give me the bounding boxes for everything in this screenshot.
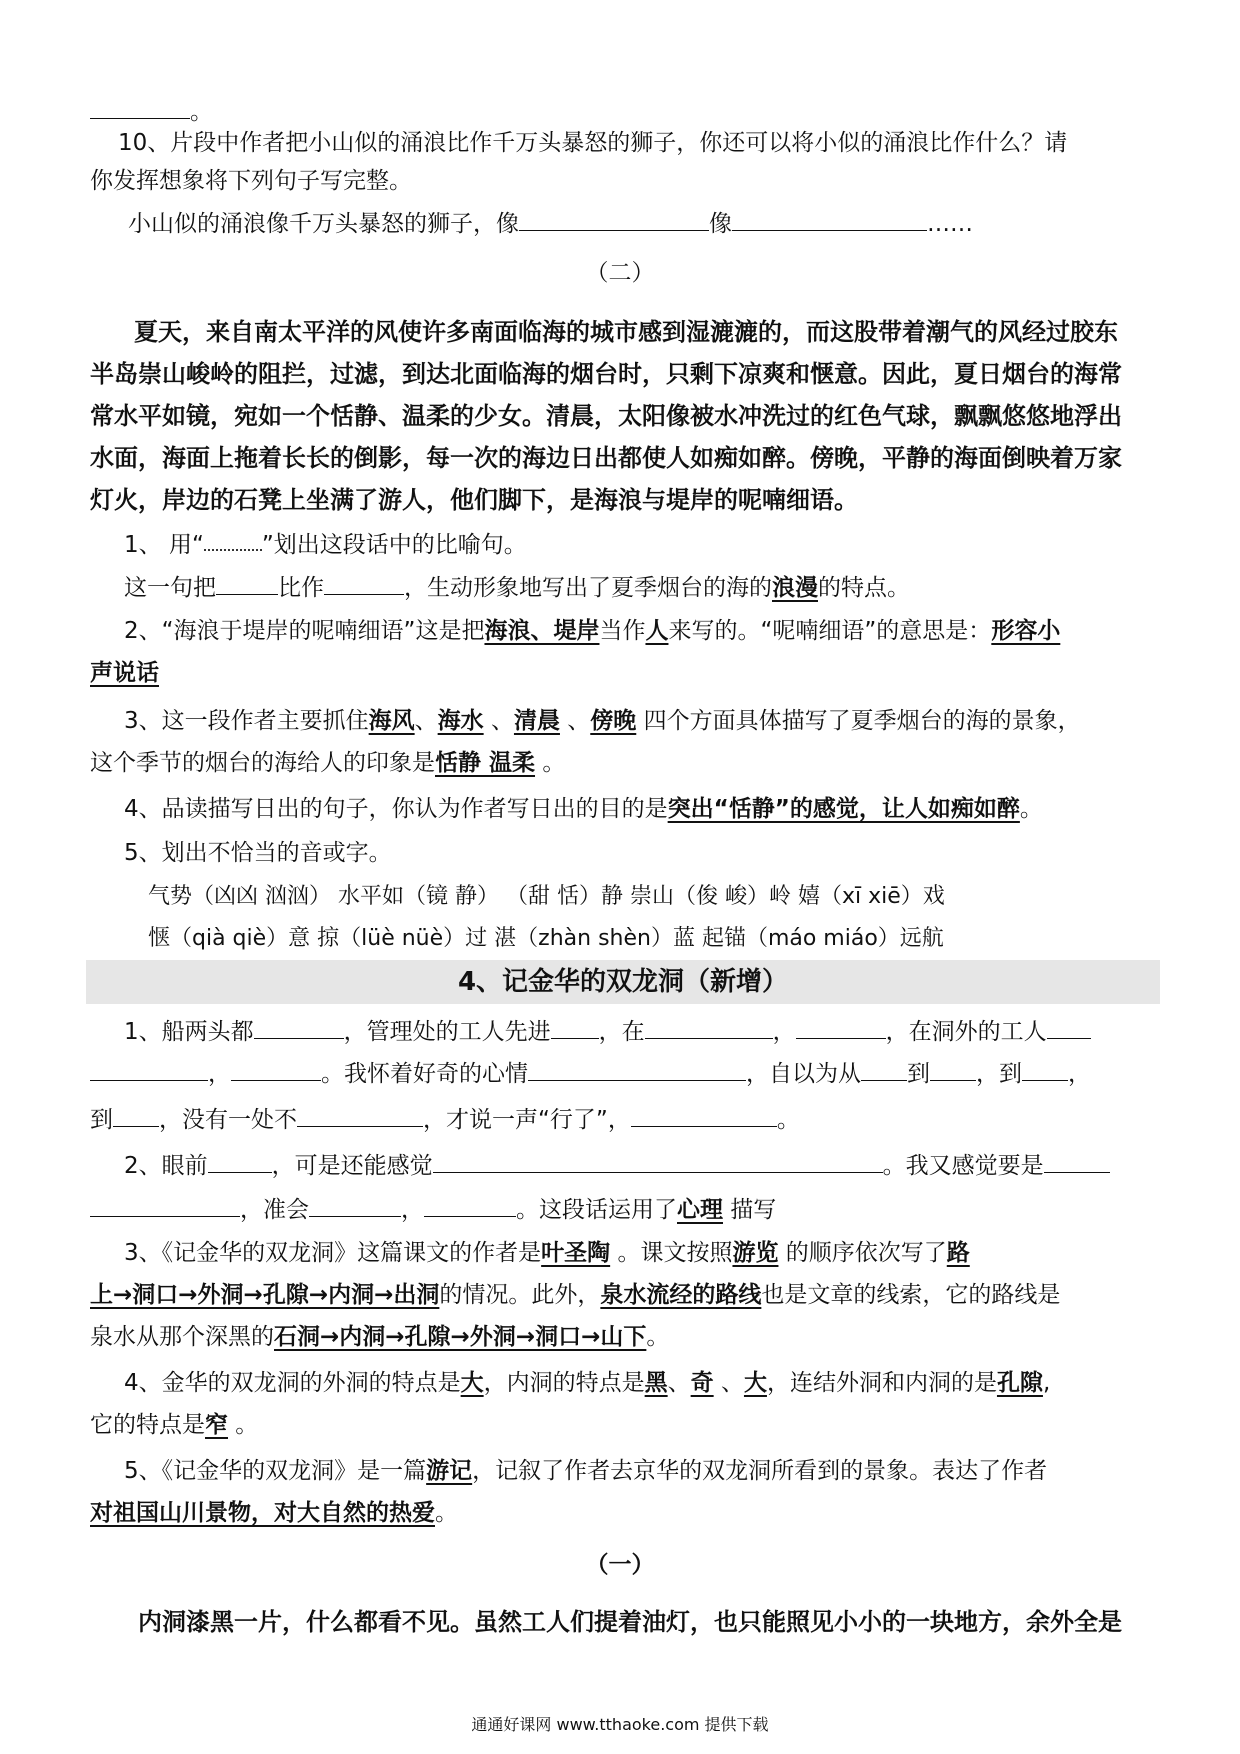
- lesson-q1: [124, 1012, 1184, 1049]
- blank: [551, 1012, 599, 1039]
- answer: 叶圣陶: [541, 1240, 611, 1266]
- text: 它的特点是: [90, 1412, 205, 1438]
- passage-line: 灯火，岸边的石凳上坐满了游人，他们脚下，是海浪与堤岸的呢喃细语。: [90, 486, 858, 514]
- text: ，内洞的特点是: [483, 1370, 645, 1396]
- question-5-row2: 惬（qià qiè）意 掠（lüè nüè）过 湛（zhàn shèn）蓝 起锚（máo miáo）远航: [148, 926, 944, 951]
- lesson-q2: [124, 1146, 1184, 1183]
- text: 这个季节的烟台的海给人的印象是: [90, 750, 435, 776]
- text: 到: [90, 1107, 113, 1133]
- blank: [519, 204, 709, 231]
- text: ,: [1042, 1370, 1051, 1396]
- blank: [732, 204, 927, 231]
- text: ，管理处的工人先进: [343, 1019, 551, 1045]
- text: 比作: [278, 575, 324, 601]
- answer: 心理: [677, 1197, 723, 1223]
- text: ，自以为从: [746, 1061, 861, 1087]
- blank: [216, 568, 278, 595]
- lesson-q5-cont: [90, 1496, 1150, 1530]
- text: 、: [713, 1370, 744, 1396]
- lesson-q4-cont: [90, 1408, 1150, 1442]
- answer: 游览: [732, 1240, 779, 1266]
- text: ，到: [976, 1061, 1022, 1087]
- answer: 奇: [690, 1370, 714, 1396]
- blank: [309, 1190, 401, 1217]
- text: ，: [208, 1061, 231, 1087]
- answer: 海水: [437, 708, 484, 734]
- text: 。我又感觉要是: [882, 1153, 1044, 1179]
- blank: [433, 1146, 883, 1173]
- text: 也是文章的线索，它的路线是: [761, 1282, 1061, 1308]
- blank: [254, 1012, 344, 1039]
- text: ，记叙了作者去京华的双龙洞所看到的景象。表达了作者: [472, 1458, 1048, 1484]
- answer: 傍晚: [590, 708, 637, 734]
- text: 。: [435, 1500, 458, 1526]
- blank: [631, 1100, 777, 1127]
- blank: [90, 1054, 208, 1081]
- blank: [90, 1190, 240, 1217]
- answer: 恬静 温柔: [435, 750, 536, 776]
- question-5-row1: 气势（凶凶 汹汹） 水平如（镜 静） （甜 恬）静 崇山（俊 峻）岭 嬉（xī xiē）戏: [148, 884, 945, 909]
- lesson-q2-cont: [90, 1190, 1150, 1227]
- question-3: [124, 704, 1184, 738]
- blank: [1022, 1054, 1068, 1081]
- lesson-banner: 4、记金华的双龙洞（新增）: [86, 960, 1160, 1004]
- text: 泉水从那个深黑的: [90, 1324, 274, 1350]
- answer: 形容小: [991, 618, 1061, 644]
- text: 当作: [599, 618, 646, 644]
- question-4: [124, 792, 1184, 826]
- text: 3、这一段作者主要抓住: [124, 708, 369, 734]
- text: ，连结外洞和内洞的是: [766, 1370, 997, 1396]
- question-1: [124, 528, 1184, 562]
- blank: [645, 1012, 773, 1039]
- section-heading: （二）: [585, 260, 655, 286]
- text: 来写的。“呢喃细语”的意思是：: [668, 618, 992, 644]
- answer: 突出“恬静”的感觉，让人如痴如醉: [667, 796, 1020, 822]
- text: ，生动形象地写出了夏季烟台的海的: [404, 575, 772, 601]
- answer: 清晨: [513, 708, 560, 734]
- sub-section-heading: （一）: [585, 1552, 655, 1578]
- answer: 大: [460, 1370, 484, 1396]
- blank: [528, 1054, 746, 1081]
- text: 这一句把: [124, 575, 216, 601]
- text: ，在洞外的工人: [885, 1019, 1047, 1045]
- lesson-q4: [124, 1366, 1184, 1400]
- blank: [297, 1100, 423, 1127]
- answer: 路: [946, 1240, 970, 1266]
- text: 。: [228, 1412, 259, 1438]
- text: 。我怀着好奇的心情: [321, 1061, 528, 1087]
- q10-question: 10、片段中作者把小山似的涌浪比作千万头暴怒的狮子，你还可以将小似的涌浪比作什么？请: [118, 130, 1068, 156]
- q10-prompt: [128, 204, 1188, 241]
- text: ，: [772, 1019, 796, 1045]
- answer: 黑: [644, 1370, 668, 1396]
- blank: [231, 1054, 321, 1081]
- passage-line: 内洞漆黑一片，什么都看不见。虽然工人们提着油灯，也只能照见小小的一块地方，余外全是: [138, 1608, 1122, 1636]
- answer: 浪漫: [772, 575, 818, 601]
- lesson-q1-line3: [90, 1100, 1150, 1137]
- text: 到: [907, 1061, 930, 1087]
- text: 5、《记金华的双龙洞》是一篇: [124, 1458, 427, 1484]
- lesson-q5: [124, 1454, 1184, 1488]
- text: 、: [667, 1370, 691, 1396]
- blank: [861, 1054, 907, 1081]
- blank: [796, 1012, 886, 1039]
- q10-question-cont: 你发挥想象将下列句子写完整。: [90, 168, 412, 194]
- text: 。课文按照: [610, 1240, 733, 1266]
- question-2-cont: [90, 656, 1150, 690]
- text: 。: [535, 750, 566, 776]
- answer: 游记: [426, 1458, 473, 1484]
- text: 四个方面具体描写了夏季烟台的海的景象，: [636, 708, 1081, 734]
- text: 。: [1019, 796, 1043, 822]
- answer: 石洞→内洞→孔隙→外洞→洞口→山下: [274, 1324, 647, 1350]
- answer: 上→洞口→外洞→孔隙→内洞→出洞: [90, 1282, 440, 1308]
- text: 小山似的涌浪像千万头暴怒的狮子，像: [128, 211, 519, 237]
- text: 。: [190, 99, 213, 125]
- answer: 海浪、堤岸: [484, 618, 600, 644]
- blank: [113, 1100, 159, 1127]
- blank: [1044, 1146, 1110, 1173]
- page-footer: 通通好课网 www.tthaoke.com 提供下载: [471, 1715, 769, 1734]
- text: ”划出这段话中的比喻句。: [261, 532, 527, 558]
- passage-line: 常水平如镜，宛如一个恬静、温柔的少女。清晨，太阳像被水冲洗过的红色气球，飘飘悠悠地浮出: [90, 402, 1122, 430]
- text: ，在: [598, 1019, 645, 1045]
- blank: [424, 1190, 516, 1217]
- answer: 对祖国山川景物，对大自然的热爱: [90, 1500, 435, 1526]
- text: 3、《记金华的双龙洞》这篇课文的作者是: [124, 1240, 542, 1266]
- answer-blank-line: [90, 92, 1150, 129]
- passage-line: 水面，海面上拖着长长的倒影，每一次的海边日出都使人如痴如醉。傍晚，平静的海面倒映着万家: [90, 444, 1122, 472]
- wavy-underline-sample: [204, 541, 262, 551]
- text: 1、船两头都: [124, 1019, 254, 1045]
- blank: [1047, 1012, 1091, 1039]
- text: 、: [559, 708, 591, 734]
- answer: 人: [645, 618, 669, 644]
- answer: 孔隙: [996, 1370, 1043, 1396]
- answer: 大: [743, 1370, 767, 1396]
- blank: [90, 92, 190, 119]
- lesson-q1-line2: [90, 1054, 1150, 1091]
- text: ，准会: [240, 1197, 309, 1223]
- text: 、: [483, 708, 514, 734]
- text: 的情况。此外，: [439, 1282, 601, 1308]
- blank: [324, 568, 404, 595]
- text: 描写: [723, 1197, 777, 1223]
- question-1-line2: [124, 568, 1184, 605]
- text: 4、金华的双龙洞的外洞的特点是: [124, 1370, 461, 1396]
- answer: 海风: [368, 708, 415, 734]
- text: ，: [401, 1197, 424, 1223]
- passage-line: 夏天，来自南太平洋的风使许多南面临海的城市感到湿漉漉的，而这股带着潮气的风经过胶东: [134, 318, 1118, 346]
- answer: 窄: [205, 1412, 228, 1438]
- text: 、: [414, 708, 438, 734]
- text: ，可是还能感觉: [271, 1153, 433, 1179]
- text: 的特点。: [818, 575, 910, 601]
- blank: [208, 1146, 272, 1173]
- question-5: 5、划出不恰当的音或字。: [124, 840, 392, 866]
- answer: 泉水流经的路线: [600, 1282, 762, 1308]
- lesson-q3-cont: [90, 1278, 1150, 1312]
- text: ……: [927, 211, 973, 237]
- lesson-q3: [124, 1236, 1184, 1270]
- answer: 声说话: [90, 660, 159, 686]
- text: 4、品读描写日出的句子，你认为作者写日出的目的是: [124, 796, 668, 822]
- text: 。: [646, 1324, 670, 1350]
- text: 1、 用“: [124, 532, 204, 558]
- text: 。: [776, 1107, 800, 1133]
- question-3-cont: [90, 746, 1150, 780]
- text: 的顺序依次写了: [778, 1240, 947, 1266]
- text: ，: [1068, 1061, 1091, 1087]
- blank: [930, 1054, 976, 1081]
- text: ，才说一声“行了”，: [423, 1107, 631, 1133]
- text: 2、眼前: [124, 1153, 208, 1179]
- text: 像: [709, 211, 732, 237]
- lesson-q3-cont2: [90, 1320, 1150, 1354]
- passage-line: 半岛崇山峻岭的阻拦，过滤，到达北面临海的烟台时，只剩下凉爽和惬意。因此，夏日烟台的海常: [90, 360, 1122, 388]
- question-2: [124, 614, 1184, 648]
- text: 。这段话运用了: [516, 1197, 677, 1223]
- text: ，没有一处不: [159, 1107, 297, 1133]
- text: 2、“海浪于堤岸的呢喃细语”这是把: [124, 618, 485, 644]
